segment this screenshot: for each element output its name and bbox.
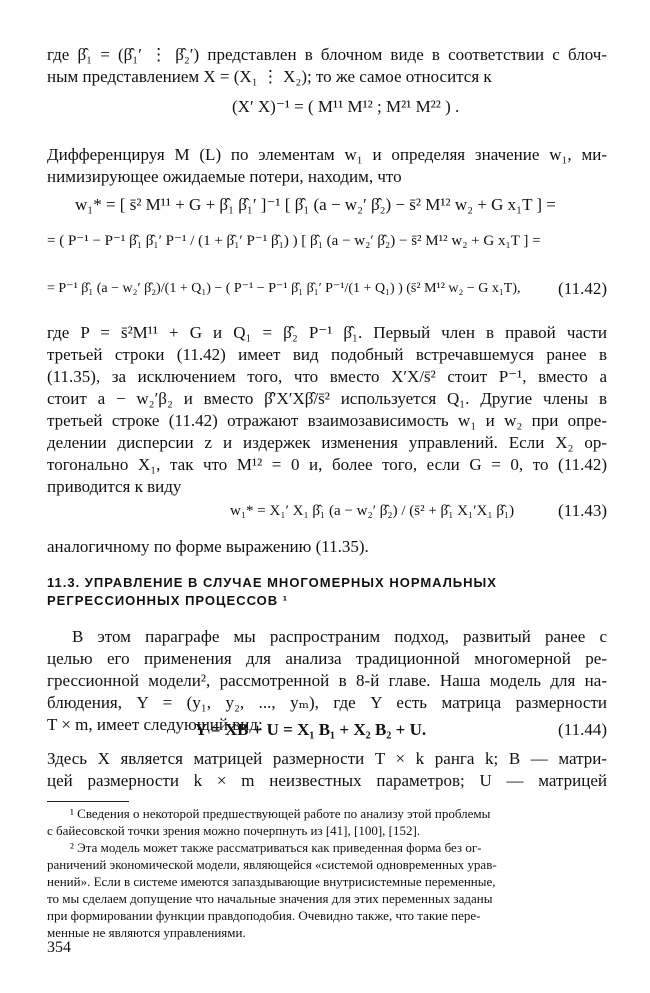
text-line: третьей строки (11.42) имеет вид подобный встречавшемуся ранее в: [47, 345, 607, 364]
text-line: грессионной модели², рассмотренной в 8-й главе. Наша модель для на-: [47, 671, 607, 690]
text-line: целью его применения для анализа традиционной многомерной ре-: [47, 649, 607, 668]
equation-number: (11.44): [558, 720, 607, 739]
equation-11-44: Y = XB + U = X₁ B₁ + X₂ B₂ + U.: [195, 720, 427, 739]
footnote-line: раничений экономической модели, являющейся «системой одновременных урав-: [47, 857, 497, 872]
section-heading: 11.3. УПРАВЛЕНИЕ В СЛУЧАЕ МНОГОМЕРНЫХ НОРМАЛЬНЫХ: [47, 575, 497, 590]
footnote-line: с байесовской точки зрения можно почерпнуть из [41], [100], [152].: [47, 823, 421, 838]
text-line: Дифференцируя M (L) по элементам w₁ и определяя значение w₁, ми-: [47, 145, 607, 164]
footnote-line: менные не являются управлениями.: [47, 925, 246, 940]
footnote-line: ² Эта модель может также рассматриваться как приведенная форма без ог-: [70, 840, 482, 855]
text-line: аналогичному по форме выражению (11.35).: [47, 537, 369, 556]
text-line: стоит a − w₂′β₂ и вместо β̂′X′Xβ̂/s̄² используется Q₁. Другие члены в: [47, 389, 607, 408]
footnote-line: то мы сделаем допущение что начальные значения для этих переменных заданы: [47, 891, 493, 906]
section-heading: РЕГРЕССИОННЫХ ПРОЦЕССОВ ¹: [47, 593, 289, 608]
text-line: Здесь X является матрицей размерности T × k ранга k; B — матри-: [47, 749, 607, 768]
text-line: В этом параграфе мы распространим подход, развитый ранее с: [72, 627, 607, 646]
equation-11-42-line3: = P⁻¹ β̂₁ (a − w₂′ β̂₂)/(1 + Q₁) − ( P⁻¹ − P⁻¹ β̂₁ β̂₁′ P⁻¹/(1 + Q₁) ) (s̄² M¹² w₂ − G x₁T),: [47, 281, 521, 296]
text-line: третьей строке (11.42) отражают взаимозависимость w₁ и w₂ при опре-: [47, 411, 607, 430]
page-number: 354: [47, 939, 71, 956]
text-line: где P = s̄²M¹¹ + G и Q₁ = β̂₂ P⁻¹ β̂₁. Первый член в правой части: [47, 323, 607, 342]
text-line: (11.35), за исключением того, что вместо X′X/s̄² стоит P⁻¹, вместо a: [47, 367, 607, 386]
footnote-divider: [47, 801, 129, 802]
footnote-line: нений». Если в системе имеются запаздывающие внутрисистемные переменные,: [47, 874, 496, 889]
footnote-line: ¹ Сведения о некоторой предшествующей работе по анализу этой проблемы: [70, 806, 491, 821]
text-line: блюдения, Y = (y₁, y₂, ..., yₘ), где Y есть матрица размерности: [47, 693, 607, 712]
text-line: цей размерности k × m неизвестных параметров; U — матрицей: [47, 771, 607, 790]
footnote-line: при формировании функции правдоподобия. Очевидно также, что такие пере-: [47, 908, 481, 923]
text-line: делении дисперсии z и издержек изменения управлений. Если X₂ ор-: [47, 433, 607, 452]
text-line: тогонально X₁, так что M¹² = 0 и, более того, если G = 0, то (11.42): [47, 455, 607, 474]
text-line: ным представлением X = (X₁ ⋮ X₂); то же самое относится к: [47, 67, 492, 86]
equation-number: (11.42): [558, 279, 607, 298]
equation-11-43: w₁* = X₁′ X₁ β̂₁ (a − w₂′ β̂₂) / (s̄² + β̂₁ X₁′X₁ β̂₁): [230, 503, 515, 519]
equation-11-42-line1: w₁* = [ s̄² M¹¹ + G + β̂₁ β̂₁′ ]⁻¹ [ β̂₁ (a − w₂′ β̂₂) − s̄² M¹² w₂ + G x₁T ] =: [75, 195, 556, 214]
text-line: T × m, имеет следующий вид:: [47, 715, 263, 734]
text-line: нимизирующее ожидаемые потери, находим, что: [47, 167, 402, 186]
text-line: где β̂₁ = (β̂₁′ ⋮ β̂₂′) представлен в блочном виде в соответствии с блоч-: [47, 45, 607, 64]
formula-block-matrix: (X′ X)⁻¹ = ( M¹¹ M¹² ; M²¹ M²² ) .: [232, 97, 460, 116]
equation-number: (11.43): [558, 501, 607, 520]
equation-11-42-line2: = ( P⁻¹ − P⁻¹ β̂₁ β̂₁′ P⁻¹ / (1 + β̂₁′ P⁻¹ β̂₁) ) [ β̂₁ (a − w₂′ β̂₂) − s̄² M¹² w₂ + G x₁T ] =: [47, 233, 541, 249]
text-line: приводится к виду: [47, 477, 182, 496]
